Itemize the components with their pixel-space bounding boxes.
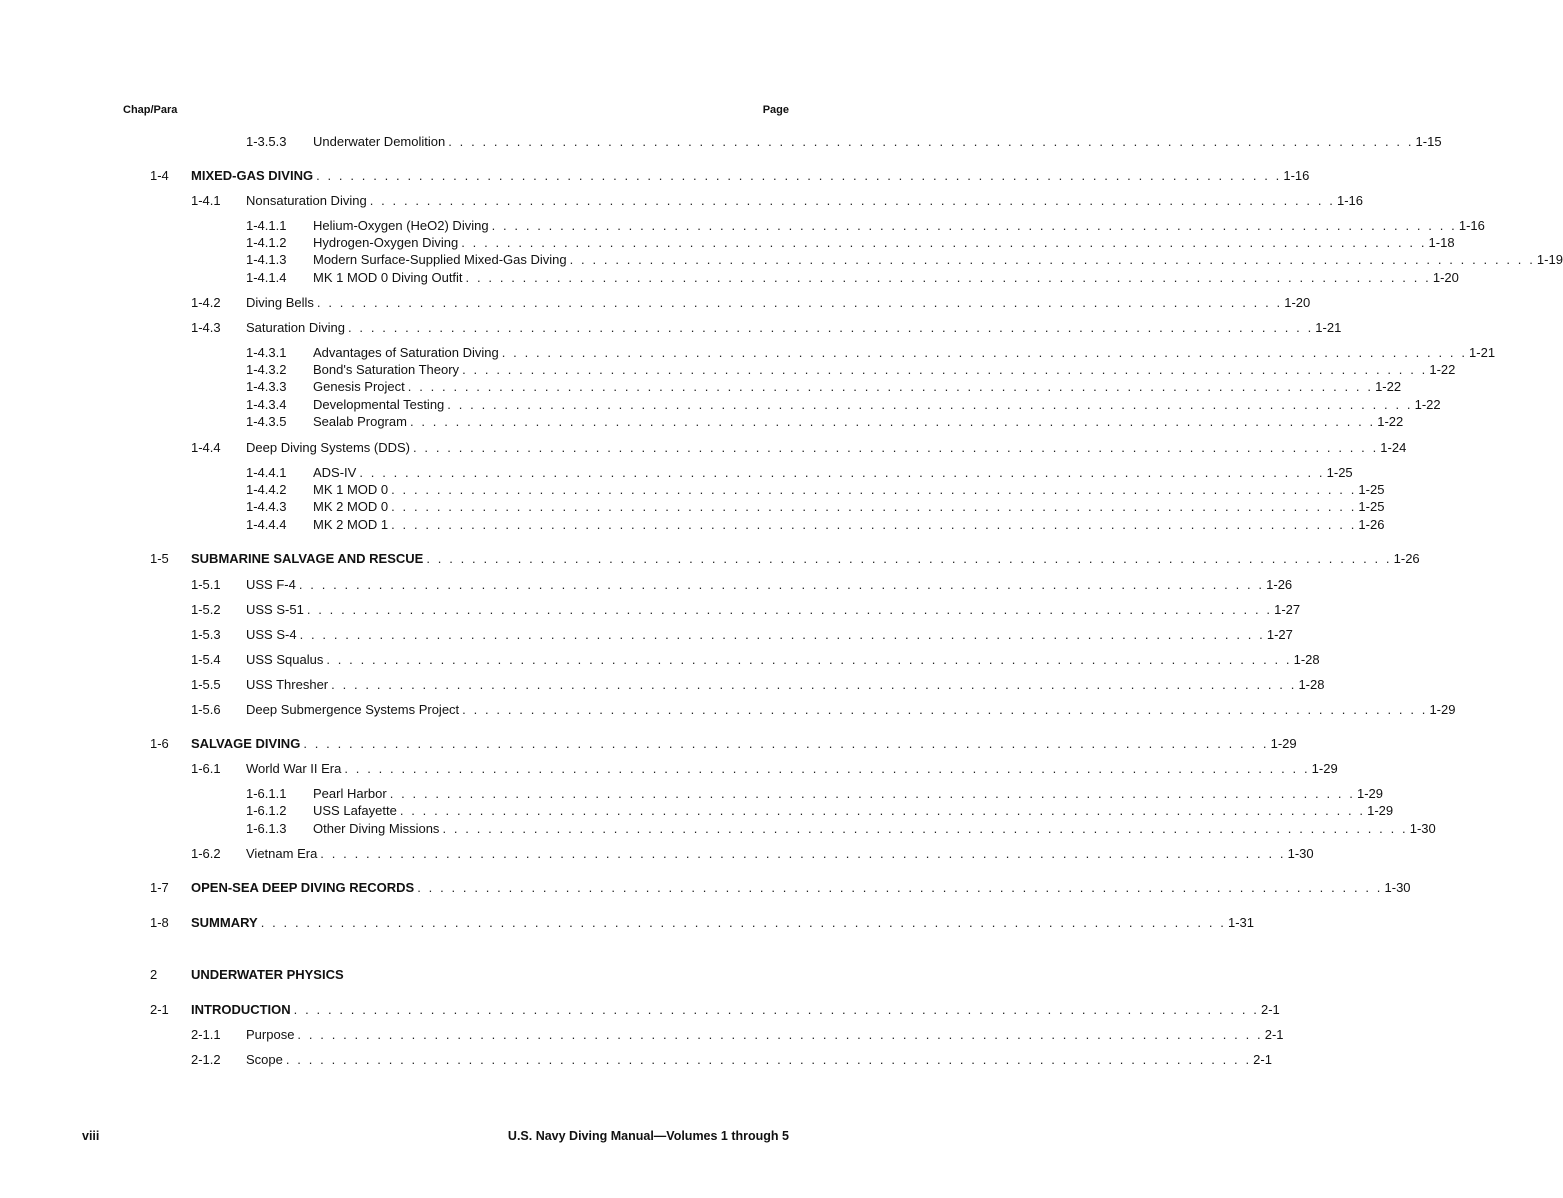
toc-entry-number: 2 [150,967,158,982]
toc-entry-title: Saturation Diving [246,320,345,335]
toc-entry[interactable] [191,845,1314,862]
toc-entry-title: World War II Era [246,761,342,776]
toc-entry[interactable] [191,576,1293,593]
toc-entry[interactable] [246,464,1353,481]
toc-entry-title: SUBMARINE SALVAGE AND RESCUE [191,551,424,566]
toc-entry[interactable] [246,133,1442,150]
dot-leader: . . . . . . . . . . . . . . . . . . . . . . . . . . . . . . . . . . . . . . . . . . . . . . . . . . . . . . . . . . . . . . . . . . . . . . . . . . . . . . . . . . . . . [316,168,1282,183]
dot-leader: . . . . . . . . . . . . . . . . . . . . . . . . . . . . . . . . . . . . . . . . . . . . . . . . . . . . . . . . . . . . . . . . . . . . . . . . . . . . . . . . . . . . . [391,517,1357,532]
toc-entry-number: 1-5.5 [191,677,221,692]
toc-entry[interactable] [191,701,1456,718]
toc-entry-number: 2-1.1 [191,1027,221,1042]
toc-entry-page: 1-20 [1432,270,1459,285]
toc-entry-title: OPEN-SEA DEEP DIVING RECORDS [191,880,415,895]
dot-leader: . . . . . . . . . . . . . . . . . . . . . . . . . . . . . . . . . . . . . . . . . . . . . . . . . . . . . . . . . . . . . . . . . . . . . . . . . . . . . . . . . . . . . [417,880,1383,895]
toc-entry[interactable] [150,735,1297,752]
toc-entry-page: 1-26 [1393,551,1420,566]
toc-entry-title: UNDERWATER PHYSICS [191,967,344,982]
toc-entry-page: 1-18 [1428,235,1455,250]
toc-entry-title: Hydrogen-Oxygen Diving [313,235,459,250]
toc-entry[interactable] [246,378,1402,395]
toc-entry[interactable] [191,676,1325,693]
toc-entry-page: 1-30 [1409,821,1436,836]
toc-entry[interactable] [246,820,1436,837]
toc-entry-title: SALVAGE DIVING [191,736,301,751]
toc-entry-number: 1-4.4.3 [246,499,287,514]
toc-entry-title: Nonsaturation Diving [246,193,367,208]
toc-entry-title: USS S-4 [246,627,297,642]
toc-entry-number: 1-6.2 [191,846,221,861]
dot-leader: . . . . . . . . . . . . . . . . . . . . . . . . . . . . . . . . . . . . . . . . . . . . . . . . . . . . . . . . . . . . . . . . . . . . . . . . . . . . . . . . . . . . . [369,193,1335,208]
toc-entry-title: Purpose [246,1027,295,1042]
toc-entry[interactable] [246,802,1394,819]
toc-entry-page: 1-22 [1377,414,1404,429]
dot-leader: . . . . . . . . . . . . . . . . . . . . . . . . . . . . . . . . . . . . . . . . . . . . . . . . . . . . . . . . . . . . . . . . . . . . . . . . . . . . . . . . . . . . . [399,803,1366,818]
toc-entry-page: 1-29 [1270,736,1297,751]
toc-entry-title: Underwater Demolition [313,134,446,149]
toc-entry-title: Diving Bells [246,295,314,310]
toc-entry-page: 2-1 [1253,1052,1272,1067]
toc-entry-number: 1-6.1.1 [246,786,287,801]
toc-entry[interactable] [246,516,1385,533]
toc-entry-number: 1-5 [150,551,169,566]
toc-entry-title: INTRODUCTION [191,1002,291,1017]
toc-entry-page: 1-16 [1283,168,1310,183]
dot-leader: . . . . . . . . . . . . . . . . . . . . . . . . . . . . . . . . . . . . . . . . . . . . . . . . . . . . . . . . . . . . . . . . . . . . . . . . . . . . . . . . . . . . . [413,440,1379,455]
toc-entry-page: 1-28 [1293,652,1320,667]
toc-entry-page: 1-25 [1326,465,1353,480]
toc-entry-page: 2-1 [1264,1027,1284,1042]
dot-leader: . . . . . . . . . . . . . . . . . . . . . . . . . . . . . . . . . . . . . . . . . . . . . . . . . . . . . . . . . . . . . . . . . . . . . . . . . . . . . . . . . . . . . [391,482,1357,497]
toc-entry[interactable] [246,361,1456,378]
toc-entry-page: 2-1 [1260,1002,1280,1017]
toc-entry-number: 1-6.1.3 [246,821,287,836]
toc-entry-page: 1-30 [1287,846,1314,861]
toc-entry-page: 1-22 [1414,397,1441,412]
toc-entry-number: 1-4.4.4 [246,517,287,532]
dot-leader: . . . . . . . . . . . . . . . . . . . . . . . . . . . . . . . . . . . . . . . . . . . . . . . . . . . . . . . . . . . . . . . . . . . . . . . . . . . . . . . . . . . . . [306,602,1273,617]
toc-entry-title: MIXED-GAS DIVING [191,168,314,183]
toc-entry-page: 1-20 [1284,295,1311,310]
toc-entry[interactable] [191,601,1301,618]
dot-leader: . . . . . . . . . . . . . . . . . . . . . . . . . . . . . . . . . . . . . . . . . . . . . . . . . . . . . . . . . . . . . . . . . . . . . . . . . . . . . . . . . . . . . [285,1052,1252,1067]
dot-leader: . . . . . . . . . . . . . . . . . . . . . . . . . . . . . . . . . . . . . . . . . . . . . . . . . . . . . . . . . . . . . . . . . . . . . . . . . . . . . . . . . . . . . [448,134,1414,149]
toc-entry-number: 1-4.3.1 [246,345,287,360]
toc-entry[interactable] [246,396,1441,413]
toc-entry-title: ADS-IV [313,465,357,480]
toc-entry-page: 1-16 [1458,218,1485,233]
dot-leader: . . . . . . . . . . . . . . . . . . . . . . . . . . . . . . . . . . . . . . . . . . . . . . . . . . . . . . . . . . . . . . . . . . . . . . . . . . . . . . . . . . . . . [359,465,1325,480]
toc-entry[interactable] [150,1001,1280,1018]
toc-entry-number: 1-6.1 [191,761,221,776]
toc-entry-title: Pearl Harbor [313,786,387,801]
dot-leader: . . . . . . . . . . . . . . . . . . . . . . . . . . . . . . . . . . . . . . . . . . . . . . . . . . . . . . . . . . . . . . . . . . . . . . . . . . . . . . . . . . . . . [326,652,1292,667]
toc-entry[interactable] [150,167,1310,184]
toc-entry-number: 1-4.3.3 [246,379,287,394]
toc-entry-number: 1-4.3.2 [246,362,287,377]
toc-entry-page: 1-24 [1380,440,1407,455]
dot-leader: . . . . . . . . . . . . . . . . . . . . . . . . . . . . . . . . . . . . . . . . . . . . . . . . . . . . . . . . . . . . . . . . . . . . . . . . . . . . . . . . . . . . . [299,627,1265,642]
toc-entry-title: USS F-4 [246,577,296,592]
toc-entry-title: Vietnam Era [246,846,318,861]
toc-entry-page: 1-29 [1357,786,1384,801]
toc-entry-number: 1-6.1.2 [246,803,287,818]
toc-entry-title: USS Thresher [246,677,329,692]
dot-leader: . . . . . . . . . . . . . . . . . . . . . . . . . . . . . . . . . . . . . . . . . . . . . . . . . . . . . . . . . . . . . . . . . . . . . . . . . . . . . . . . . . . . . [331,677,1297,692]
toc-entry-number: 1-4.1.1 [246,218,287,233]
dot-leader: . . . . . . . . . . . . . . . . . . . . . . . . . . . . . . . . . . . . . . . . . . . . . . . . . . . . . . . . . . . . . . . . . . . . . . . . . . . . . . . . . . . . . [426,551,1392,566]
toc-entry-page: 1-22 [1375,379,1402,394]
toc-entry-page: 1-27 [1266,627,1293,642]
toc-entry-page: 1-26 [1266,577,1293,592]
toc-entry-number: 1-4.1 [191,193,221,208]
dot-leader: . . . . . . . . . . . . . . . . . . . . . . . . . . . . . . . . . . . . . . . . . . . . . . . . . . . . . . . . . . . . . . . . . . . . . . . . . . . . . . . . . . . . . [462,702,1428,717]
dot-leader: . . . . . . . . . . . . . . . . . . . . . . . . . . . . . . . . . . . . . . . . . . . . . . . . . . . . . . . . . . . . . . . . . . . . . . . . . . . . . . . . . . . . . [491,218,1457,233]
toc-entry[interactable] [246,785,1384,802]
dot-leader: . . . . . . . . . . . . . . . . . . . . . . . . . . . . . . . . . . . . . . . . . . . . . . . . . . . . . . . . . . . . . . . . . . . . . . . . . . . . . . . . . . . . . [442,821,1408,836]
toc-entry[interactable] [191,319,1342,336]
toc-entry-page: 1-28 [1298,677,1325,692]
toc-entry[interactable] [150,966,789,983]
dot-leader: . . . . . . . . . . . . . . . . . . . . . . . . . . . . . . . . . . . . . . . . . . . . . . . . . . . . . . . . . . . . . . . . . . . . . . . . . . . . . . . . . . . . . [303,736,1269,751]
toc-entry-title: Scope [246,1052,283,1067]
toc-entry-page: 1-16 [1336,193,1364,208]
toc-entry-title: Advantages of Saturation Diving [313,345,499,360]
toc-entry-number: 2-1.2 [191,1052,221,1067]
toc-entry[interactable] [246,251,1563,268]
toc-entry-page: 1-29 [1367,803,1394,818]
toc-entry-title: USS Squalus [246,652,324,667]
toc-entry-title: Genesis Project [313,379,405,394]
toc-entry[interactable] [191,760,1338,777]
toc-entry-page: 1-21 [1315,320,1342,335]
dot-leader: . . . . . . . . . . . . . . . . . . . . . . . . . . . . . . . . . . . . . . . . . . . . . . . . . . . . . . . . . . . . . . . . . . . . . . . . . . . . . . . . . . . . . [344,761,1310,776]
dot-leader: . . . . . . . . . . . . . . . . . . . . . . . . . . . . . . . . . . . . . . . . . . . . . . . . . . . . . . . . . . . . . . . . . . . . . . . . . . . . . . . . . . . . . [316,295,1283,310]
toc-entry-page: 1-22 [1429,362,1456,377]
toc-entry[interactable] [246,481,1385,498]
toc-entry[interactable] [191,1026,1284,1043]
toc-entry-title: MK 1 MOD 0 [313,482,389,497]
toc-entry-number: 1-4.2 [191,295,221,310]
toc-entry[interactable] [191,294,1311,311]
toc-entry-number: 1-4.3.5 [246,414,287,429]
dot-leader: . . . . . . . . . . . . . . . . . . . . . . . . . . . . . . . . . . . . . . . . . . . . . . . . . . . . . . . . . . . . . . . . . . . . . . . . . . . . . . . . . . . . . [320,846,1286,861]
toc-entry-number: 1-4 [150,168,169,183]
dot-leader: . . . . . . . . . . . . . . . . . . . . . . . . . . . . . . . . . . . . . . . . . . . . . . . . . . . . . . . . . . . . . . . . . . . . . . . . . . . . . . . . . . . . . [407,379,1374,394]
dot-leader: . . . . . . . . . . . . . . . . . . . . . . . . . . . . . . . . . . . . . . . . . . . . . . . . . . . . . . . . . . . . . . . . . . . . . . . . . . . . . . . . . . . . . [462,362,1428,377]
toc-entry-page: 1-25 [1358,499,1385,514]
dot-leader: . . . . . . . . . . . . . . . . . . . . . . . . . . . . . . . . . . . . . . . . . . . . . . . . . . . . . . . . . . . . . . . . . . . . . . . . . . . . . . . . . . . . . [298,577,1265,592]
dot-leader: . . . . . . . . . . . . . . . . . . . . . . . . . . . . . . . . . . . . . . . . . . . . . . . . . . . . . . . . . . . . . . . . . . . . . . . . . . . . . . . . . . . . . [465,270,1431,285]
toc-entry-page: 1-30 [1384,880,1411,895]
dot-leader: . . . . . . . . . . . . . . . . . . . . . . . . . . . . . . . . . . . . . . . . . . . . . . . . . . . . . . . . . . . . . . . . . . . . . . . . . . . . . . . . . . . . . [569,252,1535,267]
toc-entry-number: 1-3.5.3 [246,134,287,149]
toc-entry-number: 2-1 [150,1002,169,1017]
toc-entry-number: 1-4.4.1 [246,465,287,480]
toc-entry-title: MK 1 MOD 0 Diving Outfit [313,270,463,285]
toc-entry[interactable] [191,651,1320,668]
toc-entry-page: 1-15 [1415,134,1442,149]
toc-entry-page: 1-25 [1358,482,1385,497]
toc-entry-page: 1-27 [1274,602,1301,617]
column-header-chap-para: Chap/Para [123,104,178,116]
toc-entry-number: 1-5.2 [191,602,221,617]
toc-entry-title: MK 2 MOD 0 [313,499,389,514]
toc-entry[interactable] [246,413,1404,430]
toc-entry-number: 1-4.1.4 [246,270,287,285]
page-number: viii [82,1129,100,1143]
toc-entry-page: 1-31 [1227,915,1255,930]
dot-leader: . . . . . . . . . . . . . . . . . . . . . . . . . . . . . . . . . . . . . . . . . . . . . . . . . . . . . . . . . . . . . . . . . . . . . . . . . . . . . . . . . . . . . [447,397,1413,412]
dot-leader: . . . . . . . . . . . . . . . . . . . . . . . . . . . . . . . . . . . . . . . . . . . . . . . . . . . . . . . . . . . . . . . . . . . . . . . . . . . . . . . . . . . . . [501,345,1468,360]
toc-entry-page: 1-26 [1358,517,1385,532]
toc-entry[interactable] [191,439,1407,456]
toc-entry-number: 1-5.4 [191,652,221,667]
dot-leader: . . . . . . . . . . . . . . . . . . . . . . . . . . . . . . . . . . . . . . . . . . . . . . . . . . . . . . . . . . . . . . . . . . . . . . . . . . . . . . . . . . . . . [461,235,1427,250]
toc-entry-number: 1-8 [150,915,169,930]
toc-entry-page: 1-29 [1429,702,1456,717]
toc-entry-number: 1-4.4 [191,440,221,455]
toc-entry-number: 1-4.1.3 [246,252,287,267]
toc-entry-title: USS Lafayette [313,803,397,818]
column-header-page: Page [762,104,789,116]
toc-entry-page: 1-21 [1469,345,1496,360]
toc-entry[interactable] [246,234,1455,251]
toc-entry[interactable] [150,550,1420,567]
toc-entry-number: 1-4.4.2 [246,482,287,497]
toc-entry-number: 1-5.1 [191,577,221,592]
toc-entry[interactable] [246,498,1385,515]
toc-entry-number: 1-7 [150,880,169,895]
toc-entry-title: Bond's Saturation Theory [313,362,460,377]
toc-entry-number: 1-4.1.2 [246,235,287,250]
toc-entry-number: 1-6 [150,736,169,751]
dot-leader: . . . . . . . . . . . . . . . . . . . . . . . . . . . . . . . . . . . . . . . . . . . . . . . . . . . . . . . . . . . . . . . . . . . . . . . . . . . . . . . . . . . . . [389,786,1355,801]
toc-entry-title: Deep Diving Systems (DDS) [246,440,410,455]
toc-entry-title: Helium-Oxygen (HeO2) Diving [313,218,489,233]
toc-entry-title: MK 2 MOD 1 [313,517,389,532]
toc-entry-title: Deep Submergence Systems Project [246,702,460,717]
toc-entry-title: Sealab Program [313,414,407,429]
toc-entry-title: Modern Surface-Supplied Mixed-Gas Diving [313,252,567,267]
dot-leader: . . . . . . . . . . . . . . . . . . . . . . . . . . . . . . . . . . . . . . . . . . . . . . . . . . . . . . . . . . . . . . . . . . . . . . . . . . . . . . . . . . . . . [409,414,1376,429]
dot-leader: . . . . . . . . . . . . . . . . . . . . . . . . . . . . . . . . . . . . . . . . . . . . . . . . . . . . . . . . . . . . . . . . . . . . . . . . . . . . . . . . . . . . . [260,915,1226,930]
toc-entry-title: Other Diving Missions [313,821,440,836]
toc-entry[interactable] [246,344,1496,361]
document-title-footer: U.S. Navy Diving Manual—Volumes 1 through 5 [507,1129,789,1143]
toc-entry-title: SUMMARY [191,915,258,930]
toc-entry[interactable] [150,879,1411,896]
toc-entry-number: 1-5.6 [191,702,221,717]
toc-entry-title: Developmental Testing [313,397,445,412]
toc-entry-number: 1-4.3.4 [246,397,287,412]
toc-entry-page: 1-29 [1311,761,1338,776]
toc-entry[interactable] [191,192,1364,209]
toc-entry[interactable] [246,269,1459,286]
toc-entry[interactable] [150,914,1255,931]
dot-leader: . . . . . . . . . . . . . . . . . . . . . . . . . . . . . . . . . . . . . . . . . . . . . . . . . . . . . . . . . . . . . . . . . . . . . . . . . . . . . . . . . . . . . [297,1027,1263,1042]
dot-leader: . . . . . . . . . . . . . . . . . . . . . . . . . . . . . . . . . . . . . . . . . . . . . . . . . . . . . . . . . . . . . . . . . . . . . . . . . . . . . . . . . . . . . [391,499,1357,514]
dot-leader: . . . . . . . . . . . . . . . . . . . . . . . . . . . . . . . . . . . . . . . . . . . . . . . . . . . . . . . . . . . . . . . . . . . . . . . . . . . . . . . . . . . . . [348,320,1314,335]
toc-entry[interactable] [246,217,1485,234]
toc-entry-title: USS S-51 [246,602,304,617]
toc-entry-number: 1-4.3 [191,320,221,335]
toc-entry[interactable] [191,1051,1272,1068]
toc-entry-page: 1-19 [1536,252,1563,267]
toc-entry[interactable] [191,626,1293,643]
toc-entry-number: 1-5.3 [191,627,221,642]
dot-leader: . . . . . . . . . . . . . . . . . . . . . . . . . . . . . . . . . . . . . . . . . . . . . . . . . . . . . . . . . . . . . . . . . . . . . . . . . . . . . . . . . . . . . [293,1002,1259,1017]
